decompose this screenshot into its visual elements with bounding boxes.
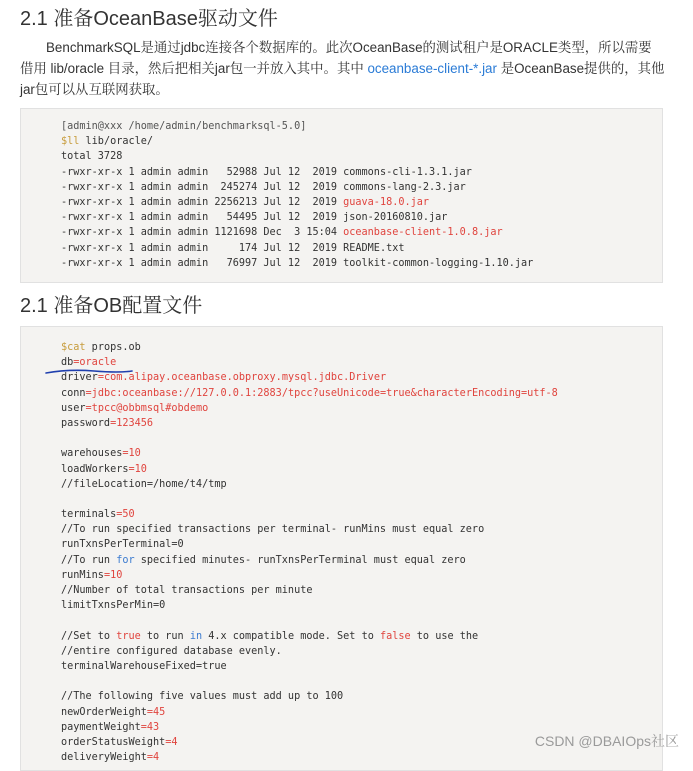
config-token: =50 <box>116 509 135 521</box>
section-heading-driver: 2.1 准备OceanBase驱动文件 <box>20 8 278 30</box>
para-text-after-link: 是OceanBase提供的，其他jar包可以从互联网获取。 <box>20 61 665 97</box>
file-row <box>61 225 662 240</box>
config-token: //Number of total transactions per minute <box>61 585 313 596</box>
file-name: README.txt <box>343 242 405 254</box>
file-name: commons-lang-2.3.jar <box>343 181 466 193</box>
blank-line <box>61 492 662 507</box>
code-command-args: lib/oracle/ <box>79 136 154 148</box>
file-row <box>61 165 662 180</box>
config-token: runTxnsPerTerminal=0 <box>61 539 184 551</box>
file-row <box>61 195 662 210</box>
handwritten-underline <box>44 367 136 377</box>
config-line <box>61 629 662 644</box>
config-line <box>61 553 662 568</box>
config-token: conn <box>61 387 86 399</box>
config-line <box>61 568 662 583</box>
blank-line <box>61 674 662 689</box>
config-line <box>61 537 662 552</box>
file-meta: -rwxr-xr-x 1 admin admin 1121698 Dec 3 15:04 <box>61 227 344 239</box>
config-token: password <box>61 417 111 429</box>
config-line <box>61 446 662 461</box>
file-meta: -rwxr-xr-x 1 admin admin 174 Jul 12 2019 <box>61 242 344 254</box>
config-token: newOrderWeight <box>61 706 147 718</box>
file-row <box>61 210 662 225</box>
config-token: 4.x compatible mode. Set to <box>202 630 380 642</box>
config-token: =oracle <box>73 357 117 369</box>
config-token: warehouses <box>61 448 123 460</box>
config-token: deliveryWeight <box>61 752 147 764</box>
config-token: for <box>116 554 135 566</box>
file-meta: -rwxr-xr-x 1 admin admin 52988 Jul 12 2019 <box>61 166 344 178</box>
config-token: terminals <box>61 509 117 521</box>
config-line <box>61 750 662 765</box>
config-token: =4 <box>146 752 160 764</box>
file-name: toolkit-common-logging-1.10.jar <box>343 257 534 269</box>
config-line <box>61 462 662 477</box>
config-line <box>61 386 662 401</box>
file-row <box>61 241 662 256</box>
csdn-watermark: CSDN @DBAIOps社区 <box>534 733 679 749</box>
config-token: =jdbc:oceanbase://127.0.0.1:2883/tpcc?useUnicode=true&characterEncoding=utf-8 <box>85 387 558 399</box>
config-token: //Set to <box>61 630 117 642</box>
file-name: commons-cli-1.3.1.jar <box>343 166 472 178</box>
config-line <box>61 522 662 537</box>
config-token: true <box>116 630 141 642</box>
code-shell-command: $ll <box>61 136 80 148</box>
para-text-before-link: BenchmarkSQL是通过jdbc连接各个数据库的。此次OceanBase的测试租户是ORACLE类型，所以需要借用 lib/oracle 目录，然后把相关jar包一并放入其中。其中 <box>20 40 652 76</box>
config-token: =45 <box>146 706 166 718</box>
config-token: orderStatusWeight <box>61 736 166 748</box>
config-line <box>61 401 662 416</box>
config-token: //To run specified transactions per terminal- runMins must equal zero <box>61 524 485 536</box>
config-token: loadWorkers <box>61 463 129 475</box>
section-heading-config: 2.1 准备OB配置文件 <box>20 295 203 317</box>
file-name: oceanbase-client-1.0.8.jar <box>343 227 503 239</box>
config-token: =tpcc@obbmsql#obdemo <box>85 402 209 414</box>
config-token: =10 <box>122 448 141 460</box>
config-line <box>61 598 662 613</box>
config-token: runMins <box>61 569 104 581</box>
config-token: driver <box>61 372 98 384</box>
config-line <box>61 416 662 431</box>
config-line <box>61 507 662 522</box>
config-token: terminalWarehouseFixed=true <box>61 660 227 672</box>
file-row <box>61 256 662 271</box>
intro-paragraph <box>20 37 665 100</box>
config-code-block <box>20 326 663 771</box>
config-token: =43 <box>140 721 160 733</box>
config-token: //The following five values must add up to 100 <box>61 691 344 703</box>
config-token: paymentWeight <box>61 721 141 733</box>
code-command-line <box>61 340 662 355</box>
config-token: //entire configured database evenly. <box>61 645 282 657</box>
config-lines <box>61 355 662 765</box>
config-line <box>61 370 662 385</box>
config-token: to run <box>140 630 190 642</box>
config-token: false <box>379 630 411 642</box>
driver-code-block <box>20 108 663 283</box>
config-token: to use the <box>410 630 479 642</box>
file-meta: -rwxr-xr-x 1 admin admin 54495 Jul 12 2019 <box>61 212 344 224</box>
config-line <box>61 659 662 674</box>
config-token: db <box>61 357 74 369</box>
config-line <box>61 355 662 370</box>
config-token: =10 <box>128 463 147 475</box>
config-token: =com.alipay.oceanbase.obproxy.mysql.jdbc.Driver <box>97 372 387 384</box>
config-line <box>61 705 662 720</box>
code-prompt-line: [admin@xxx /home/admin/benchmarksql-5.0] <box>61 121 307 132</box>
config-token: in <box>189 630 203 642</box>
config-token: limitTxnsPerMin=0 <box>61 600 166 612</box>
file-meta: -rwxr-xr-x 1 admin admin 76997 Jul 12 2019 <box>61 257 344 269</box>
code-total-line: total 3728 <box>61 151 123 163</box>
code-command-line <box>61 134 662 149</box>
config-token: =123456 <box>110 417 154 429</box>
file-meta: -rwxr-xr-x 1 admin admin 2256213 Jul 12 2019 <box>61 196 344 208</box>
config-token: specified minutes- runTxnsPerTerminal must equal zero <box>134 554 466 566</box>
file-meta: -rwxr-xr-x 1 admin admin 245274 Jul 12 2019 <box>61 181 344 193</box>
config-token: //To run <box>61 554 117 566</box>
config-token: =4 <box>165 736 178 748</box>
file-row <box>61 180 662 195</box>
config-token: =10 <box>103 569 123 581</box>
oceanbase-client-link[interactable]: oceanbase-client-*.jar <box>367 61 497 76</box>
code-command-args: props.ob <box>85 342 141 353</box>
config-token: //fileLocation=/home/t4/tmp <box>61 478 227 490</box>
config-line <box>61 644 662 659</box>
code-shell-command: $cat <box>61 342 86 353</box>
config-line <box>61 583 662 598</box>
config-token: user <box>61 402 86 414</box>
blank-line <box>61 431 662 446</box>
config-line <box>61 477 662 492</box>
file-list <box>61 165 662 271</box>
config-line <box>61 689 662 704</box>
file-name: json-20160810.jar <box>343 212 448 224</box>
blank-line <box>61 613 662 628</box>
file-name: guava-18.0.jar <box>343 196 430 208</box>
